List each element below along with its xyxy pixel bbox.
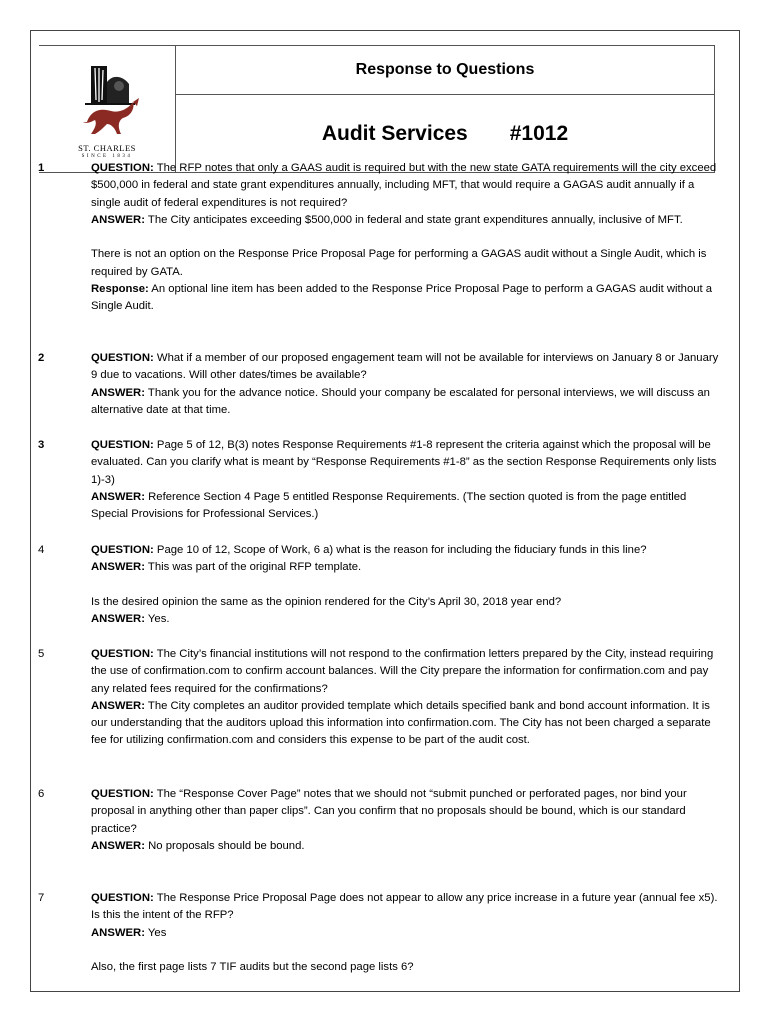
answer-text: Thank you for the advance notice. Should your company be escalated for personal interviews, we will discuss an alternative date at that time. — [91, 386, 710, 416]
qa-number: 2 — [38, 352, 45, 364]
answer-text: No proposals should be bound. — [144, 839, 305, 852]
rfp-number: #1012 — [509, 122, 569, 145]
answer-text: Reference Section 4 Page 5 entitled Response Requirements. (The section quoted is from the page entitled Special Provisions for Professional Services.) — [91, 490, 687, 521]
response-text: An optional line item has been added to the Response Price Proposal Page to perform a GAGAS audit without a Single Audit. — [91, 283, 713, 313]
question-text: The City’s financial institutions will not respond to the confirmation letters prepared by the City, instead requiring the use of confirmation.com to confirm account balances. Will the City prepare the information for confirmation.com and pay any related fees required for the confirmations? — [91, 648, 714, 695]
logo-name: ST. CHARLES — [78, 143, 136, 153]
st-charles-logo-icon — [77, 64, 143, 142]
qa-number: 1 — [38, 162, 45, 174]
answer-label: ANSWER: — [91, 699, 145, 712]
subtitle-text: Audit Services — [321, 122, 468, 145]
answer-text: Yes. — [144, 613, 170, 626]
header-table — [31, 45, 739, 173]
question-text: What if a member of our proposed engagement team will not be available for interviews on January 8 or January 9 due to vacations. Will other dates/times be available? — [91, 352, 719, 382]
answer-label: ANSWER: — [91, 839, 145, 852]
followup-question: Is the desired opinion the same as the opinion rendered for the City’s April 30, 2018 year end? — [91, 595, 562, 608]
question-label: QUESTION: — [91, 892, 154, 904]
response-label: Response: — [91, 283, 149, 296]
question-label: QUESTION: — [91, 648, 154, 660]
title-cell — [176, 45, 715, 173]
qa-number: 3 — [38, 439, 45, 451]
followup-question: There is not an option on the Response Price Proposal Page for performing a GAGAS audit without a Single Audit, which is required by GATA. — [91, 248, 707, 278]
answer-label: ANSWER: — [91, 561, 145, 574]
answer-text: This was part of the original RFP template. — [144, 561, 362, 574]
answer-text: Yes — [144, 926, 167, 939]
question-label: QUESTION: — [91, 162, 154, 174]
question-text: Page 10 of 12, Scope of Work, 6 a) what is the reason for including the fiduciary funds in this line? — [156, 544, 647, 556]
qa-number: 4 — [38, 544, 45, 556]
answer-text: The City anticipates exceeding $500,000 in federal and state grant expenditures annually, inclusive of MFT. — [147, 213, 683, 226]
followup-question: Also, the first page lists 7 TIF audits but the second page lists 6? — [91, 961, 414, 974]
question-label: QUESTION: — [91, 788, 154, 800]
answer-label: ANSWER: — [91, 613, 145, 626]
answer-label: ANSWER: — [91, 213, 145, 226]
qa-number: 5 — [38, 648, 45, 660]
qa-number: 6 — [38, 788, 45, 800]
question-label: QUESTION: — [91, 352, 154, 364]
answer-label: ANSWER: — [91, 386, 145, 399]
question-text: The Response Price Proposal Page does not appear to allow any price increase in a future year (annual fee x5). Is this the intent of the RFP? — [91, 892, 718, 922]
answer-text: The City completes an auditor provided template which details specified bank and bond account information. It is our understanding that the auditors upload this information into confirmation.com. The City has not been charged a separate fee for utilizing confirmation.com and considers this expense to be part of the audit cost. — [91, 699, 711, 747]
question-text: Page 5 of 12, B(3) notes Response Requirements #1-8 represent the criteria against which the proposal will be evaluated. Can you clarify what is meant by “Response Requirements #1-8” as the section Response Requirements only lists 1)-3) — [91, 439, 717, 486]
answer-label: ANSWER: — [91, 926, 145, 939]
document-title: Response to Questions — [176, 46, 714, 95]
logo-tagline: SINCE 1834 — [81, 154, 133, 159]
question-label: QUESTION: — [91, 544, 154, 556]
question-text: The “Response Cover Page” notes that we should not “submit punched or perforated pages, nor bind your proposal in anything other than paper clips”. Can you confirm that no proposals should be bound, which is our standard practice? — [91, 788, 687, 835]
question-text: The RFP notes that only a GAAS audit is required but with the new state GATA requirements will the city exceed $500,000 in federal and state grant expenditures annually, including MFT, that would require a GAGAS audit annually if a single audit of federal expenditures is not required? — [91, 162, 717, 209]
qa-number: 7 — [38, 892, 45, 904]
question-label: QUESTION: — [91, 439, 154, 451]
logo-cell — [39, 45, 176, 173]
answer-label: ANSWER: — [91, 490, 145, 503]
